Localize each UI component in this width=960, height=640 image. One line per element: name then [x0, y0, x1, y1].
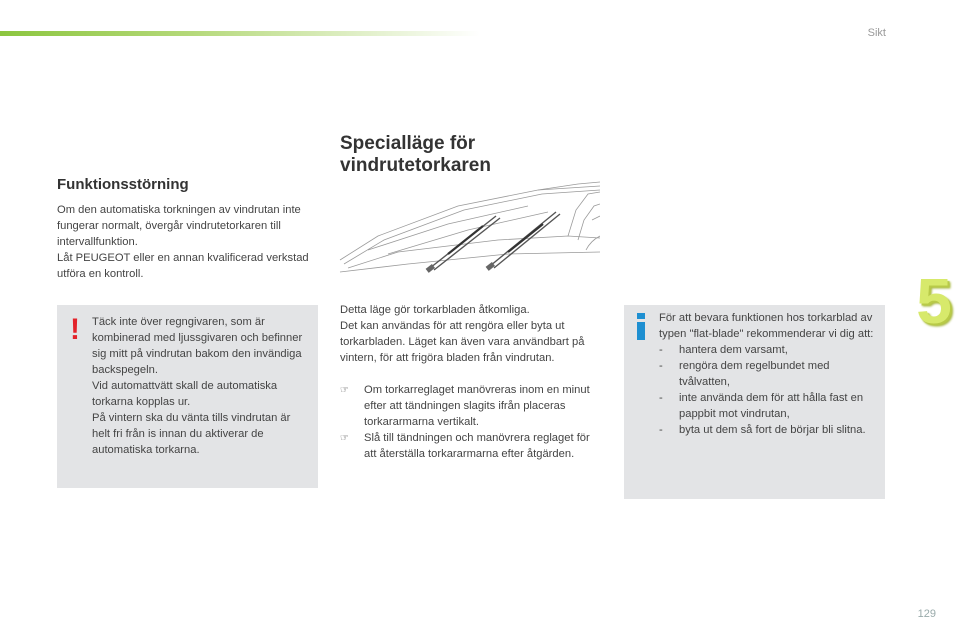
bullet-text: Slå till tändningen och manövrera reglaget för att återställa torkararmarna efter åtgärden. [364, 432, 590, 460]
warning-paragraph: Täck inte över regngivaren, som är kombinerad med ljussgivaren och befinner sig mitt på vindrutan bakom den invändiga backspegeln. [92, 316, 303, 376]
page-number: 129 [917, 608, 936, 620]
bullet-item [340, 382, 604, 430]
finger-pointer-icon: ☞ [340, 433, 349, 444]
info-box [624, 305, 885, 499]
bullet-item [340, 430, 604, 462]
special-heading: Specialläge för vindrutetorkaren [340, 133, 491, 176]
chapter-tab [908, 262, 960, 340]
top-accent-bar [0, 31, 480, 36]
fault-paragraph: Låt PEUGEOT eller en annan kvalificerad verkstad utföra en kontroll. [57, 252, 309, 280]
info-list-item: - byta ut dem så fort de börjar bli slitna. [659, 424, 866, 436]
info-list-item: - hantera dem varsamt, [659, 344, 788, 356]
special-paragraph: Det kan användas för att rengöra eller byta ut torkarbladen. Läget kan även vara användbart på vintern, för att frigöra bladen från vindrutan. [340, 320, 585, 364]
fault-heading: Funktionsstörning [57, 176, 189, 193]
fault-text [57, 202, 319, 282]
special-bullet-list [340, 382, 604, 462]
warning-box [57, 305, 318, 488]
windshield-wiper-illustration [338, 180, 600, 276]
finger-pointer-icon: ☞ [340, 385, 349, 396]
exclamation-icon: ! [70, 313, 80, 346]
warning-text [92, 314, 307, 458]
chapter-number: 5 [916, 265, 952, 337]
info-intro: För att bevara funktionen hos torkarblad av typen "flat-blade" rekommenderar vi dig att: [659, 312, 874, 340]
info-text [659, 310, 881, 438]
chapter-label: Sikt [867, 27, 886, 39]
warning-paragraph: På vintern ska du vänta tills vindrutan är helt fri från is innan du aktiverar de automatiska torkarna. [92, 412, 291, 456]
special-text [340, 302, 604, 366]
info-icon [634, 313, 648, 341]
warning-paragraph: Vid automattvätt skall de automatiska torkarna kopplas ur. [92, 380, 278, 408]
bullet-text: Om torkarreglaget manövreras inom en minut efter att tändningen slagits ifrån placeras torkararmarna vertikalt. [364, 384, 590, 428]
special-paragraph: Detta läge gör torkarbladen åtkomliga. [340, 304, 530, 316]
info-list-item: - inte använda dem för att hålla fast en pappbit mot vindrutan, [659, 392, 864, 420]
info-list-item: - rengöra dem regelbundet med tvålvatten, [659, 360, 830, 388]
fault-paragraph: Om den automatiska torkningen av vindrutan inte fungerar normalt, övergår vindrutetorkaren till intervallfunktion. [57, 204, 301, 248]
